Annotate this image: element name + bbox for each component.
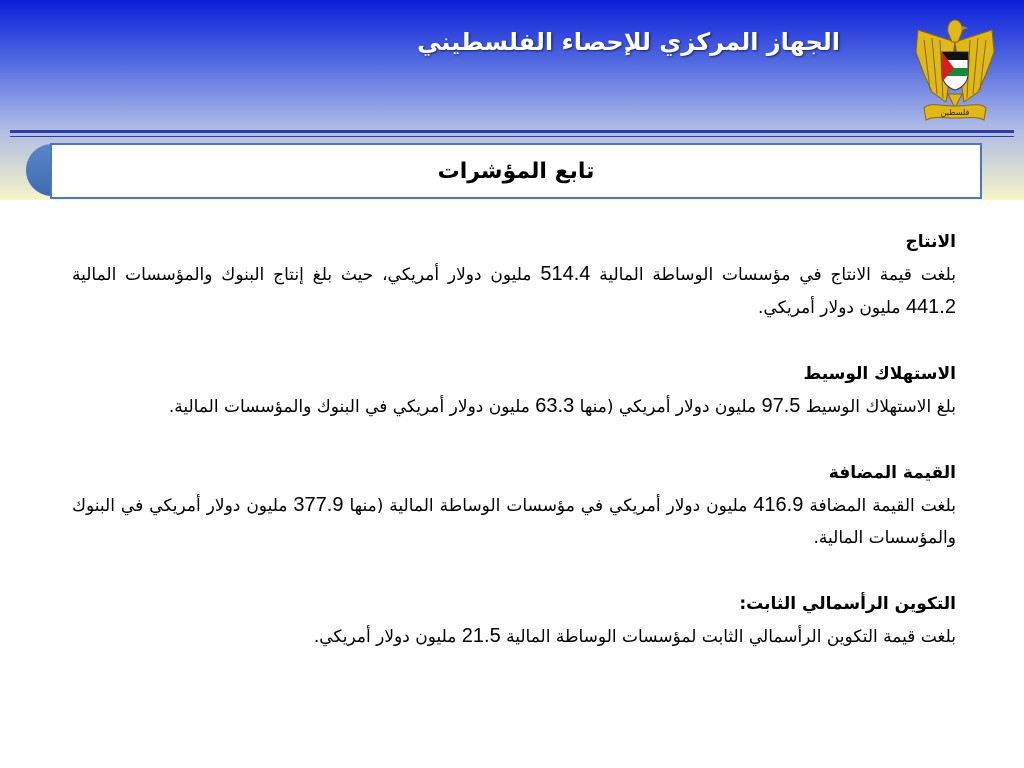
section-heading: القيمة المضافة xyxy=(828,463,956,483)
section-paragraph: بلغت القيمة المضافة 416.9 مليون دولار أمريكي في مؤسسات الوساطة المالية (منها 377.9 مليون دولار أمريكي في البنوك والمؤسسات المالية. xyxy=(72,494,956,548)
slide-title-box xyxy=(50,143,982,199)
section-value-added xyxy=(72,457,956,554)
slide-content xyxy=(72,226,956,687)
emblem-scroll-text: فلسطين xyxy=(940,108,970,117)
section-intermediate-consumption xyxy=(72,358,956,423)
header-rule xyxy=(10,130,1014,133)
section-heading: التكوين الرأسمالي الثابت: xyxy=(739,594,956,614)
section-production xyxy=(72,226,956,324)
section-paragraph: بلغ الاستهلاك الوسيط 97.5 مليون دولار أمريكي (منها 63.3 مليون دولار أمريكي في البنوك والمؤسسات المالية. xyxy=(168,395,956,417)
palestine-eagle-emblem-icon xyxy=(910,12,1000,124)
section-paragraph: بلغت قيمة التكوين الرأسمالي الثابت لمؤسسات الوساطة المالية 21.5 مليون دولار أمريكي. xyxy=(313,625,956,647)
header-rule-thin xyxy=(10,136,1014,137)
section-paragraph: بلغت قيمة الانتاج في مؤسسات الوساطة المالية 514.4 مليون دولار أمريكي، حيث بلغ إنتاج البنوك والمؤسسات المالية 441.2 مليون دولار أمريكي. xyxy=(72,263,956,318)
section-heading: الانتاج xyxy=(905,232,956,252)
slide-title: تابع المؤشرات xyxy=(437,158,595,184)
organization-name: الجهاز المركزي للإحصاء الفلسطيني xyxy=(417,28,840,56)
section-fixed-capital-formation xyxy=(72,588,956,653)
section-heading: الاستهلاك الوسيط xyxy=(803,364,956,384)
